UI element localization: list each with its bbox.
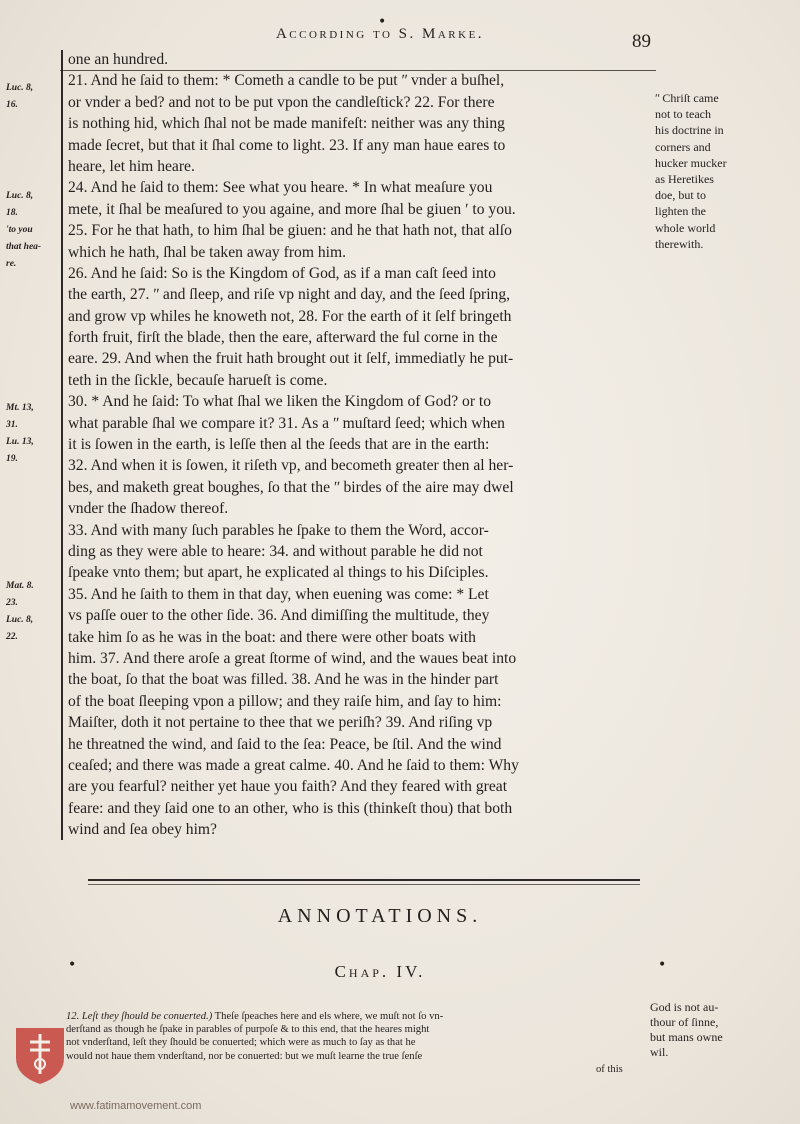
text-line: which he hath, ſhal be taken away from him. [68,243,346,261]
header-ornament-dot: • [378,14,387,30]
section-divider-rule [88,884,640,885]
text-line: made ſecret, but that it ſhal come to light. 23. If any man haue eares to [68,136,506,154]
annotation-line-text: Theſe ſpeaches here and els where, we muſt not ſo vn- [212,1011,444,1022]
margin-note-line: corners and [655,139,711,154]
annotation-text [66,1010,646,1076]
page-number: 89 [632,31,651,52]
side-note-line: thour of ſinne, [650,1015,719,1029]
text-line: ceaſed; and there was made a great calme. 40. And he ſaid to them: Why [68,756,519,774]
margin-note-line: not to teach [655,107,711,122]
margin-note-line: doe, but to [655,188,706,203]
margin-note-line: therewith. [655,236,704,251]
text-line: he threatned the wind, and ſaid to the ſea: Peace, be ſtil. And the wind [68,735,502,753]
text-line: the boat, ſo that the boat was filled. 38. And he was in the hinder part [68,671,499,689]
margin-reference: Mat. 8. 23. Luc. 8, 22. [6,581,34,642]
text-line: mete, it ſhal be meaſured to you againe, and more ſhal be giuen ʹ to you. [68,200,516,218]
margin-note-line: his doctrine in [655,123,724,138]
annotation-line: derſtand as though he ſpake in parables of purpoſe & to this end, that the heares might [66,1024,430,1036]
text-line: bes, and maketh great boughes, ſo that the ʺ birdes of the aire may dwel [68,478,514,496]
margin-reference: Luc. 8, 16. [6,83,34,110]
text-line: heare, let him heare. [68,157,195,175]
scripture-text [68,49,653,840]
annotation-side-note [650,1000,795,1060]
text-line: him. 37. And there aroſe a great ſtorme of wind, and the waues beat into [68,649,517,667]
text-line: eare. 29. And when the fruit hath brought out it ſelf, immediatly he put- [68,350,514,368]
annotation-line: not vnderſtand, leſt they ſhould be conuerted; which were as much to ſay as that he [66,1037,416,1049]
annotation-catchword: of this [596,1063,623,1075]
margin-note-line: hucker mucker [655,155,727,170]
text-line: 33. And with many ſuch parables he ſpake to them the Word, accor- [68,521,489,539]
annotation-line [66,1010,646,1023]
text-line: Maiſter, doth it not pertaine to thee that we periſh? 39. And riſing vp [68,714,493,732]
side-note-line: wil. [650,1045,669,1059]
annotation-line: would not haue them vnderſtand, nor be conuerted: but we muſt learne the true ſenſe [66,1050,423,1062]
ornament-dot: • [658,957,667,973]
text-line: ding as they were able to heare: 34. and without parable he did not [68,542,483,560]
watermark-url: www.fatimamovement.com [70,1100,202,1112]
text-line: 32. And when it is ſowen, it riſeth vp, and becometh greater then al her- [68,457,514,475]
text-line: 30. * And he ſaid: To what ſhal we liken the Kingdom of God? or to [68,393,492,411]
margin-reference: Luc. 8, 18. 'to you that hea- re. [6,191,42,269]
text-line: are you fearful? neither yet haue you faith? And they feared with great [68,778,508,796]
text-line: is nothing hid, which ſhal not be made manifeſt: neither was any thing [68,115,505,133]
margin-note-line: lighten the [655,204,706,219]
ornament-dot: • [68,957,77,973]
text-line: feare: and they ſaid one to an other, who is this (thinkeſt thou) that both [68,799,513,817]
text-line: or vnder a bed? and not to be put vpon the candleſtick? 22. For there [68,93,495,111]
side-note-line: but mans owne [650,1030,723,1044]
text-line: 26. And he ſaid: So is the Kingdom of God, as if a man caſt ſeed into [68,264,496,282]
text-line: vnder the ſhadow thereof. [68,500,229,518]
section-divider-rule [88,879,640,881]
text-line: take him ſo as he was in the boat: and there were other boats with [68,628,476,646]
text-line: the earth, 27. ʺ and ſleep, and riſe vp night and day, and the ſeed ſpring, [68,286,511,304]
margin-note-line: as Heretikes [655,172,714,187]
text-line: wind and ſea obey him? [68,821,217,839]
text-line: of the boat ſleeping vpon a pillow; and they raiſe him, and ſay to him: [68,692,502,710]
text-line: vs paſſe ouer to the other ſide. 36. And dimiſſing the multitude, they [68,607,490,625]
text-line: ſpeake vnto them; but apart, he explicated al things to his Diſciples. [68,564,489,582]
margin-note-line: ʺ Chriſt came [655,91,719,105]
text-line: 24. And he ſaid to them: See what you heare. * In what meaſure you [68,179,493,197]
text-line: and grow vp whiles he knoweth not, 28. For the earth of it ſelf bringeth [68,307,512,325]
annotations-heading: ANNOTATIONS. [277,905,483,927]
margin-rule [61,50,63,840]
text-line: what parable ſhal we compare it? 31. As a ʺ muſtard ſeed; which when [68,414,505,432]
text-line: teth in the ſickle, becauſe harueſt is come. [68,371,328,389]
side-note-line: God is not au- [650,1000,719,1014]
text-line: 35. And he ſaith to them in that day, when euening was come: * Let [68,585,489,603]
fatima-movement-logo-icon [12,1024,68,1086]
text-line: one an hundred. [68,51,169,68]
text-line: forth fruit, firſt the blade, then the eare, afterward the ful corne in the [68,329,498,347]
text-line: it is ſowen in the earth, is leſſe then al the ſeeds that are in the earth: [68,436,490,454]
chapter-heading: Chap. IV. [334,962,426,981]
running-head: According to S. Marke. [275,26,485,42]
text-line: 25. For he that hath, to him ſhal be giuen: and he that hath not, that alſo [68,222,512,240]
text-line: 21. And he ſaid to them: * Cometh a candle to be put ʺ vnder a buſhel, [68,72,505,90]
annotation-lead-in: 12. Leſt they ſhould be conuerted.) [66,1011,213,1022]
right-margin-note [655,90,795,252]
margin-reference: Mt. 13, 31. Lu. 13, 19. [6,403,34,464]
margin-note-line: whole world [655,220,716,235]
